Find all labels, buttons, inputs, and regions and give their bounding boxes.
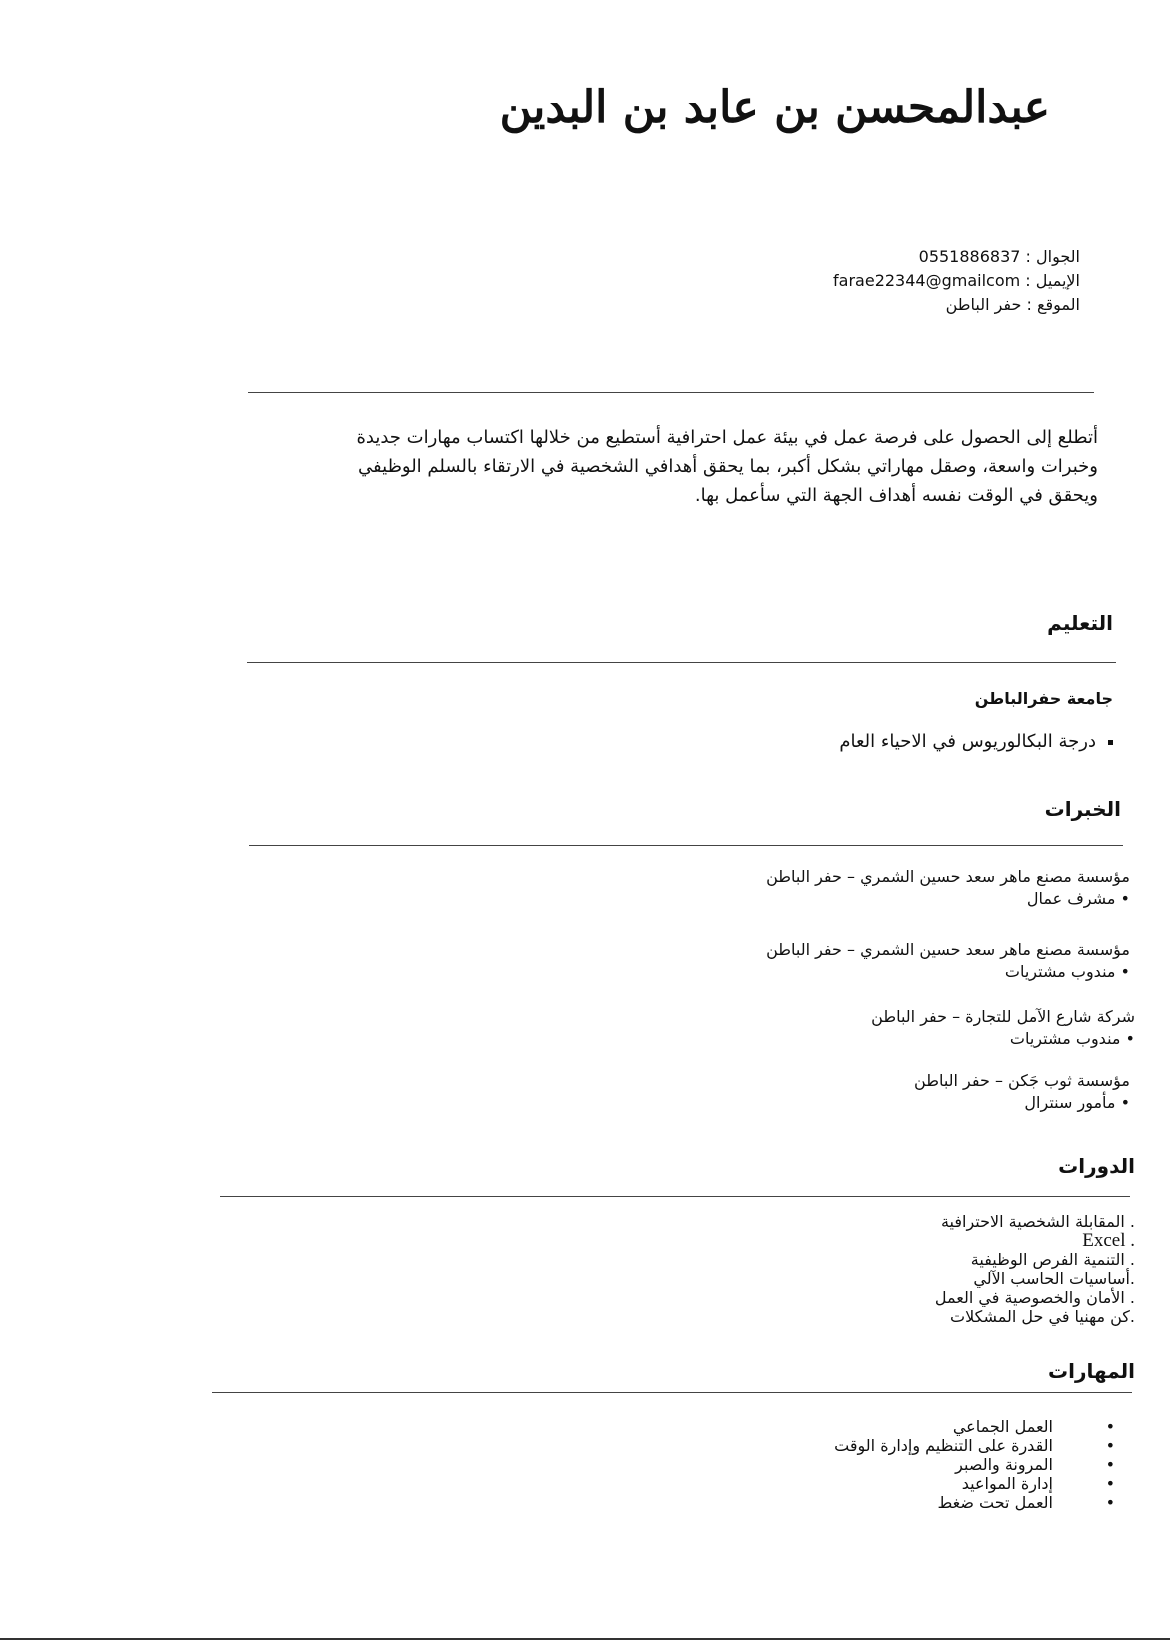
skill-item — [695, 1474, 1115, 1493]
course-item: . Excel — [1082, 1230, 1135, 1251]
course-item: .كن مهنيا في حل المشكلات — [950, 1307, 1135, 1326]
experience-item — [766, 866, 1130, 910]
email-line — [833, 269, 1080, 293]
candidate-name: عبدالمحسن بن عابد بن البدين — [499, 82, 1050, 133]
skill-text: القدرة على التنظيم وإدارة الوقت — [834, 1436, 1053, 1455]
bullet-icon: • — [1105, 1417, 1115, 1436]
experience-role: • مأمور سنترال — [1024, 1093, 1130, 1112]
education-title: التعليم — [1047, 611, 1113, 635]
course-item: . المقابلة الشخصية الاحترافية — [940, 1212, 1135, 1231]
skill-text: العمل تحت ضغط — [937, 1493, 1053, 1512]
skills-title: المهارات — [1048, 1359, 1135, 1383]
education-school: جامعة حفرالباطن — [974, 689, 1113, 708]
mobile-label: الجوال : — [1025, 247, 1080, 266]
objective-line: أتطلع إلى الحصول على فرصة عمل في بيئة عمل احترافية أستطيع من خلالها اكتساب مهارات جديدة — [356, 427, 1098, 448]
experience-title: الخبرات — [1044, 797, 1121, 821]
page-bottom-border — [0, 1638, 1170, 1640]
contact-block — [833, 245, 1080, 317]
skill-text: إدارة المواعيد — [961, 1474, 1053, 1493]
skill-item — [695, 1436, 1115, 1455]
experience-role: • مندوب مشتريات — [1009, 1029, 1135, 1048]
email-label: الإيميل : — [1025, 271, 1080, 290]
divider-header — [248, 392, 1094, 393]
course-item: . الأمان والخصوصية في العمل — [934, 1288, 1135, 1307]
skill-item — [695, 1455, 1115, 1474]
bullet-icon: • — [1105, 1493, 1115, 1512]
experience-company: مؤسسة مصنع ماهر سعد حسين الشمري – حفر الباطن — [766, 940, 1130, 959]
objective-paragraph — [262, 423, 1098, 510]
skill-item — [695, 1417, 1115, 1436]
course-item: .أساسيات الحاسب الآلي — [973, 1269, 1135, 1288]
courses-list — [935, 1212, 1135, 1326]
divider-courses — [220, 1196, 1130, 1197]
bullet-icon: • — [1105, 1436, 1115, 1455]
experience-item — [766, 939, 1130, 983]
course-item: . التنمية الفرص الوظيفية — [970, 1250, 1135, 1269]
square-bullet-icon — [1108, 740, 1113, 745]
skill-text: العمل الجماعي — [952, 1417, 1053, 1436]
education-degree — [839, 731, 1113, 752]
location-line — [833, 293, 1080, 317]
bullet-icon: • — [1105, 1455, 1115, 1474]
divider-skills — [212, 1392, 1132, 1393]
degree-text: درجة البكالوريوس في الاحياء العام — [839, 731, 1096, 752]
location-value: حفر الباطن — [945, 295, 1022, 314]
location-label: الموقع : — [1026, 295, 1080, 314]
bullet-icon: • — [1105, 1474, 1115, 1493]
mobile-line — [833, 245, 1080, 269]
objective-line: ويحقق في الوقت نفسه أهداف الجهة التي سأعمل بها. — [694, 485, 1098, 506]
courses-title: الدورات — [1058, 1154, 1135, 1178]
divider-experience — [249, 845, 1123, 846]
mobile-value: 0551886837 — [918, 247, 1021, 266]
objective-line: وخبرات واسعة، وصقل مهاراتي بشكل أكبر، بما يحقق أهدافي الشخصية في الارتقاء بالسلم الوظيفي — [358, 456, 1098, 477]
email-value: farae22344@gmailcom — [833, 271, 1021, 290]
skill-item — [695, 1493, 1115, 1512]
experience-item — [914, 1070, 1130, 1114]
experience-item — [871, 1006, 1135, 1050]
experience-company: مؤسسة مصنع ماهر سعد حسين الشمري – حفر الباطن — [766, 867, 1130, 886]
experience-role: • مشرف عمال — [1026, 889, 1130, 908]
skills-list — [695, 1417, 1115, 1512]
experience-company: شركة شارع الآمل للتجارة – حفر الباطن — [871, 1007, 1135, 1026]
divider-education — [247, 662, 1116, 663]
experience-company: مؤسسة ثوب جَكن – حفر الباطن — [914, 1071, 1130, 1090]
skill-text: المرونة والصبر — [955, 1455, 1053, 1474]
experience-role: • مندوب مشتريات — [1004, 962, 1130, 981]
